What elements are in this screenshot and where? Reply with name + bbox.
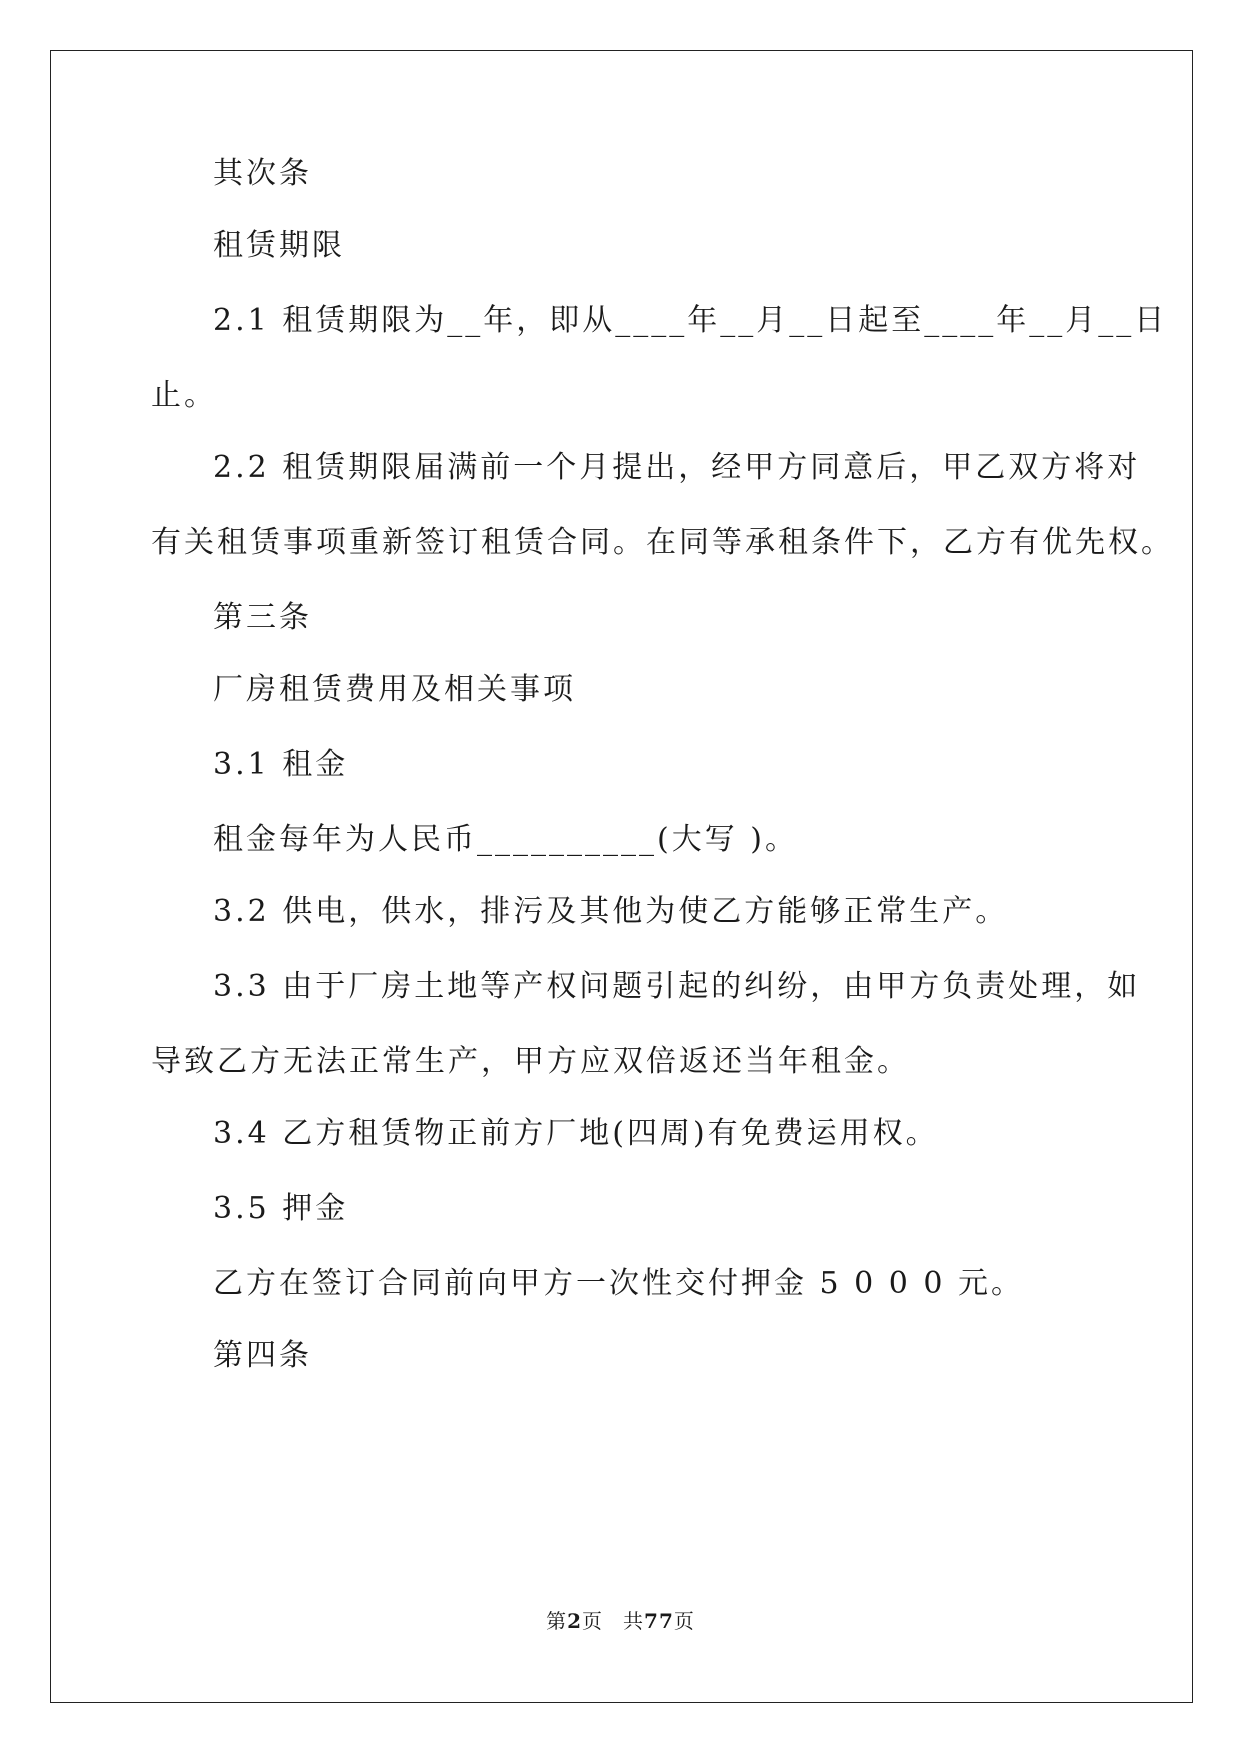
text-line-17: 第四条 <box>213 1338 312 1373</box>
text-line-8: 厂房租赁费用及相关事项 <box>213 672 576 707</box>
total-pages: 77 <box>644 1609 674 1633</box>
text-line-3: 2.1 租赁期限为__年，即从____年__月__日起至____年__月__日 <box>213 303 1168 338</box>
text-line-14: 3.4 乙方租赁物正前方厂地(四周)有免费运用权。 <box>213 1116 939 1151</box>
text-line-15: 3.5 押金 <box>213 1191 349 1226</box>
text-line-10: 租金每年为人民币__________(大写 )。 <box>213 822 798 857</box>
page-footer <box>0 1608 1241 1634</box>
page-suffix: 页 <box>582 1609 604 1633</box>
text-line-4: 止。 <box>151 378 217 413</box>
text-line-5: 2.2 租赁期限届满前一个月提出，经甲方同意后，甲乙双方将对 <box>213 450 1141 485</box>
text-line-2: 租赁期限 <box>213 228 345 263</box>
page-frame <box>50 50 1193 1703</box>
page-prefix: 第 <box>546 1609 568 1633</box>
total-prefix: 共 <box>623 1609 645 1633</box>
text-line-6: 有关租赁事项重新签订租赁合同。在同等承租条件下，乙方有优先权。 <box>151 525 1174 560</box>
text-line-12: 3.3 由于厂房土地等产权问题引起的纠纷，由甲方负责处理，如 <box>213 969 1141 1004</box>
total-suffix: 页 <box>673 1609 695 1633</box>
text-line-13: 导致乙方无法正常生产，甲方应双倍返还当年租金。 <box>151 1044 910 1079</box>
page-number: 2 <box>567 1609 583 1633</box>
text-line-1: 其次条 <box>213 156 312 191</box>
text-line-11: 3.2 供电，供水，排污及其他为使乙方能够正常生产。 <box>213 894 1009 929</box>
text-line-7: 第三条 <box>213 600 312 635</box>
text-line-16: 乙方在签订合同前向甲方一次性交付押金 5 0 0 0 元。 <box>213 1266 1025 1301</box>
text-line-9: 3.1 租金 <box>213 747 349 782</box>
